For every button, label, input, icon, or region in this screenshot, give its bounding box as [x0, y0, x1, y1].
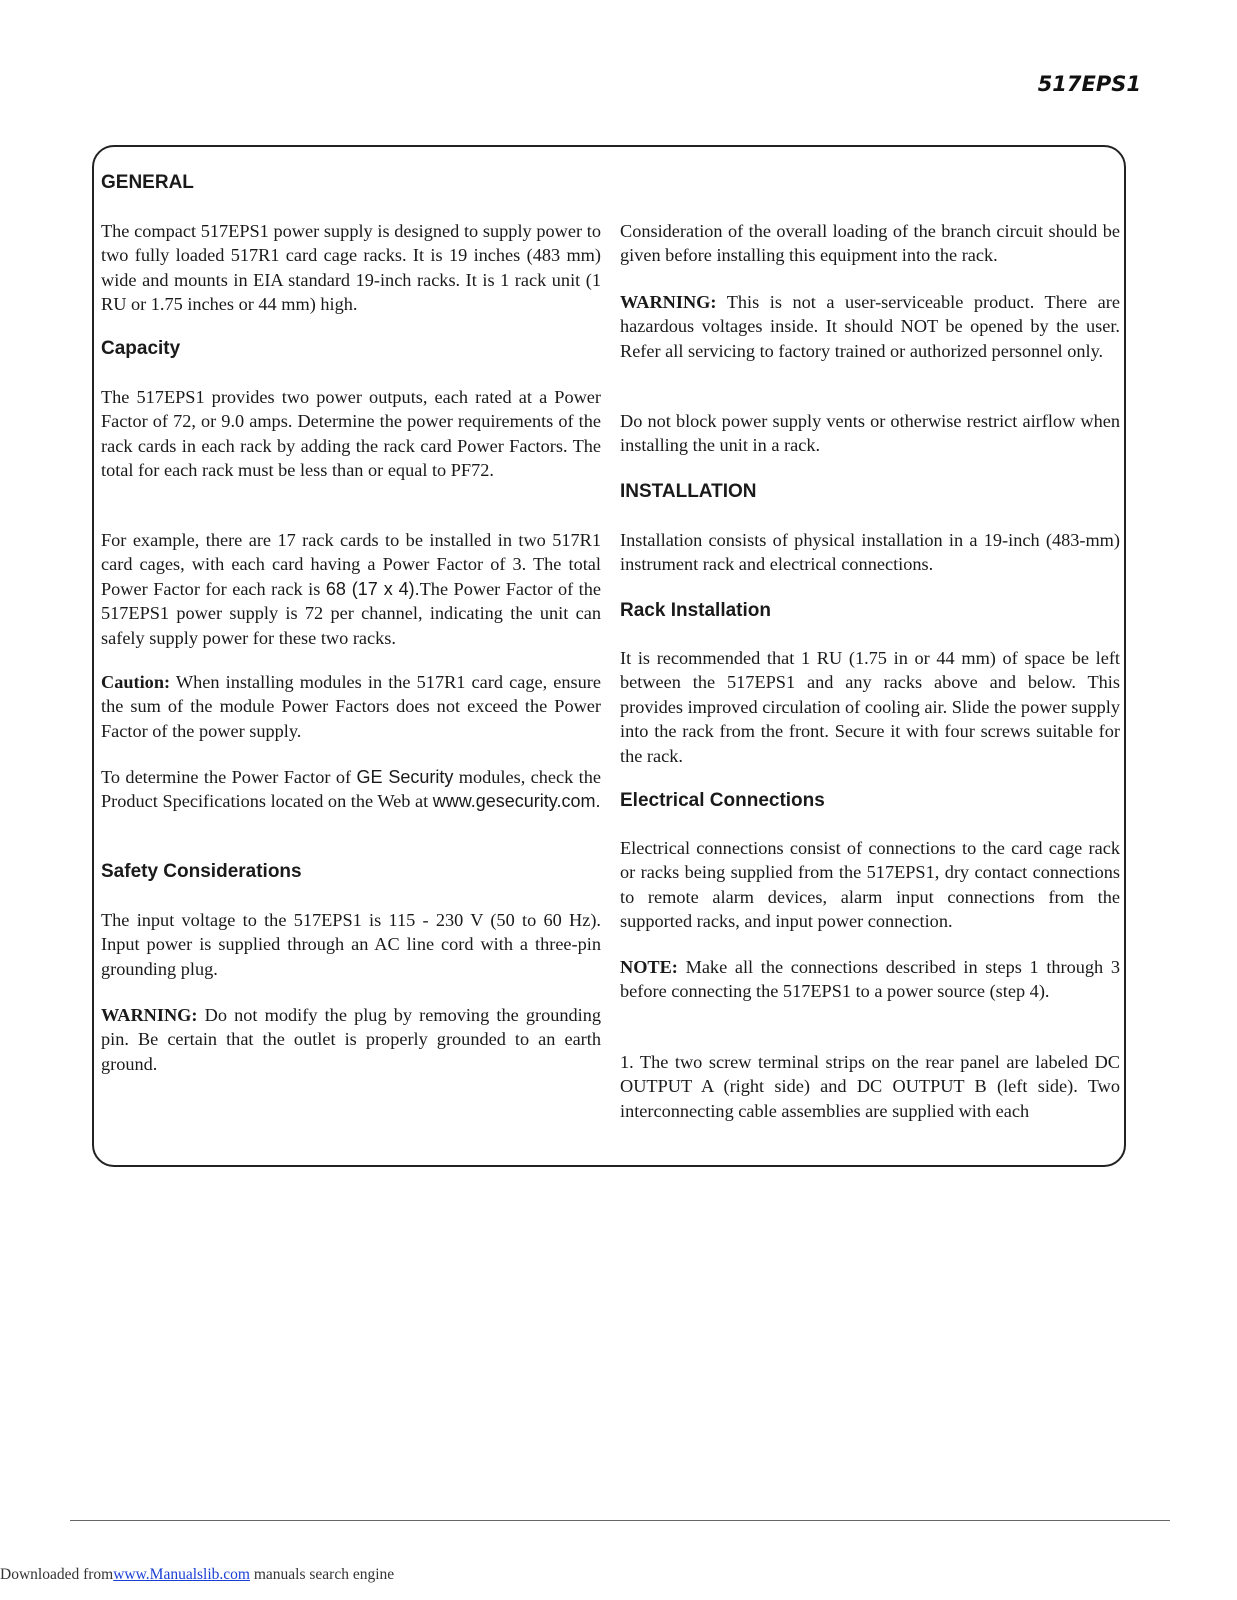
warning-paragraph-left — [101, 1003, 601, 1076]
brand-name: GE Security — [356, 767, 454, 787]
note-label: NOTE: — [620, 957, 678, 977]
safety-paragraph: The input voltage to the 517EPS1 is 115 - 230 V (50 to 60 Hz). Input power is supplied through an AC line cord with a three-pin grounding plug. — [101, 910, 601, 979]
installation-paragraph: Installation consists of physical installation in a 19-inch (483-mm) instrument rack and electrical connections. — [620, 530, 1120, 575]
footer-prefix: Downloaded from — [0, 1566, 114, 1583]
example-text-b: The Power Factor of the 517EPS1 power supply is 72 per channel, indicating the unit can safely supply power for these two racks. — [101, 578, 602, 648]
footer-divider — [70, 1520, 1170, 1521]
safety-heading: Safety Considerations — [101, 861, 302, 882]
example-text-a: For example, there are 17 rack cards to be installed in two 517R1 card cages, with each card having a Power Factor of 3. The total Power Factor for each rack is — [101, 530, 601, 599]
download-footer — [0, 1566, 394, 1584]
caution-paragraph — [101, 670, 601, 743]
warning-paragraph-right — [620, 290, 1120, 363]
step-1-paragraph: 1. The two screw terminal strips on the rear panel are labeled DC OUTPUT A (right side) and DC OUTPUT B (left side). Two interconnecting cable assemblies are supplied with each — [620, 1052, 1120, 1121]
footer-suffix: manuals search engine — [249, 1566, 395, 1583]
consideration-paragraph: Consideration of the overall loading of the branch circuit should be given before installing this equipment into the rack. — [620, 221, 1120, 266]
capacity-heading: Capacity — [101, 338, 181, 359]
electrical-paragraph: Electrical connections consist of connections to the card cage rack or racks being supplied from the 517EPS1, dry contact connections to remote alarm devices, alarm input connections from the supported racks, and input power connection. — [620, 838, 1120, 932]
determine-text-a: To determine the Power Factor of — [101, 767, 352, 787]
general-paragraph: The compact 517EPS1 power supply is designed to supply power to two fully loaded 517R1 card cage racks. It is 19 inches (483 mm) wide and mounts in EIA standard 19-inch racks. It is 1 rack unit (1 RU or 1.75 inches or 44 mm) high. — [101, 221, 601, 315]
website-url: www.gesecurity.com. — [432, 791, 601, 812]
warning-text-left: Do not modify the plug by removing the grounding pin. Be certain that the outlet is properly grounded to an earth ground. — [101, 1005, 601, 1074]
general-heading: GENERAL — [101, 172, 194, 193]
rack-installation-heading: Rack Installation — [620, 600, 771, 621]
vents-paragraph: Do not block power supply vents or otherwise restrict airflow when installing the unit in a rack. — [620, 411, 1120, 456]
installation-heading: INSTALLATION — [620, 481, 757, 502]
capacity-paragraph: The 517EPS1 provides two power outputs, each rated at a Power Factor of 72, or 9.0 amps. Determine the power requirements of the rack cards in each rack by adding the rack card Power Factors. The total for each rack must be less than or equal to PF72. — [101, 387, 601, 481]
warning-label-left: WARNING: — [101, 1005, 198, 1025]
example-inline-value: 68 (17 x 4). — [325, 578, 420, 599]
caution-label: Caution: — [101, 672, 171, 692]
manualslib-link[interactable]: www.Manualslib.com — [113, 1566, 250, 1583]
note-text: Make all the connections described in steps 1 through 3 before connecting the 517EPS1 to a power source (step 4). — [620, 957, 1120, 1002]
determine-text-b: modules, check the Product Specifications located on the Web at — [101, 767, 602, 812]
determine-paragraph — [101, 765, 601, 814]
model-number: 517EPS1 — [1037, 72, 1141, 96]
warning-text-right: This is not a user-serviceable product. There are hazardous voltages inside. It should NOT be opened by the user. Refer all servicing to factory trained or authorized personnel only. — [620, 292, 1120, 361]
note-paragraph — [620, 955, 1120, 1004]
rack-installation-paragraph: It is recommended that 1 RU (1.75 in or 44 mm) of space be left between the 517EPS1 and any racks above and below. This provides improved circulation of cooling air. Slide the power supply into the rack from the front. Secure it with four screws suitable for the rack. — [620, 648, 1120, 766]
example-paragraph — [101, 528, 601, 650]
electrical-heading: Electrical Connections — [620, 790, 825, 811]
content-panel — [92, 145, 1126, 1167]
warning-label-right: WARNING: — [620, 292, 717, 312]
caution-text: When installing modules in the 517R1 card cage, ensure the sum of the module Power Factors does not exceed the Power Factor of the power supply. — [101, 672, 601, 741]
